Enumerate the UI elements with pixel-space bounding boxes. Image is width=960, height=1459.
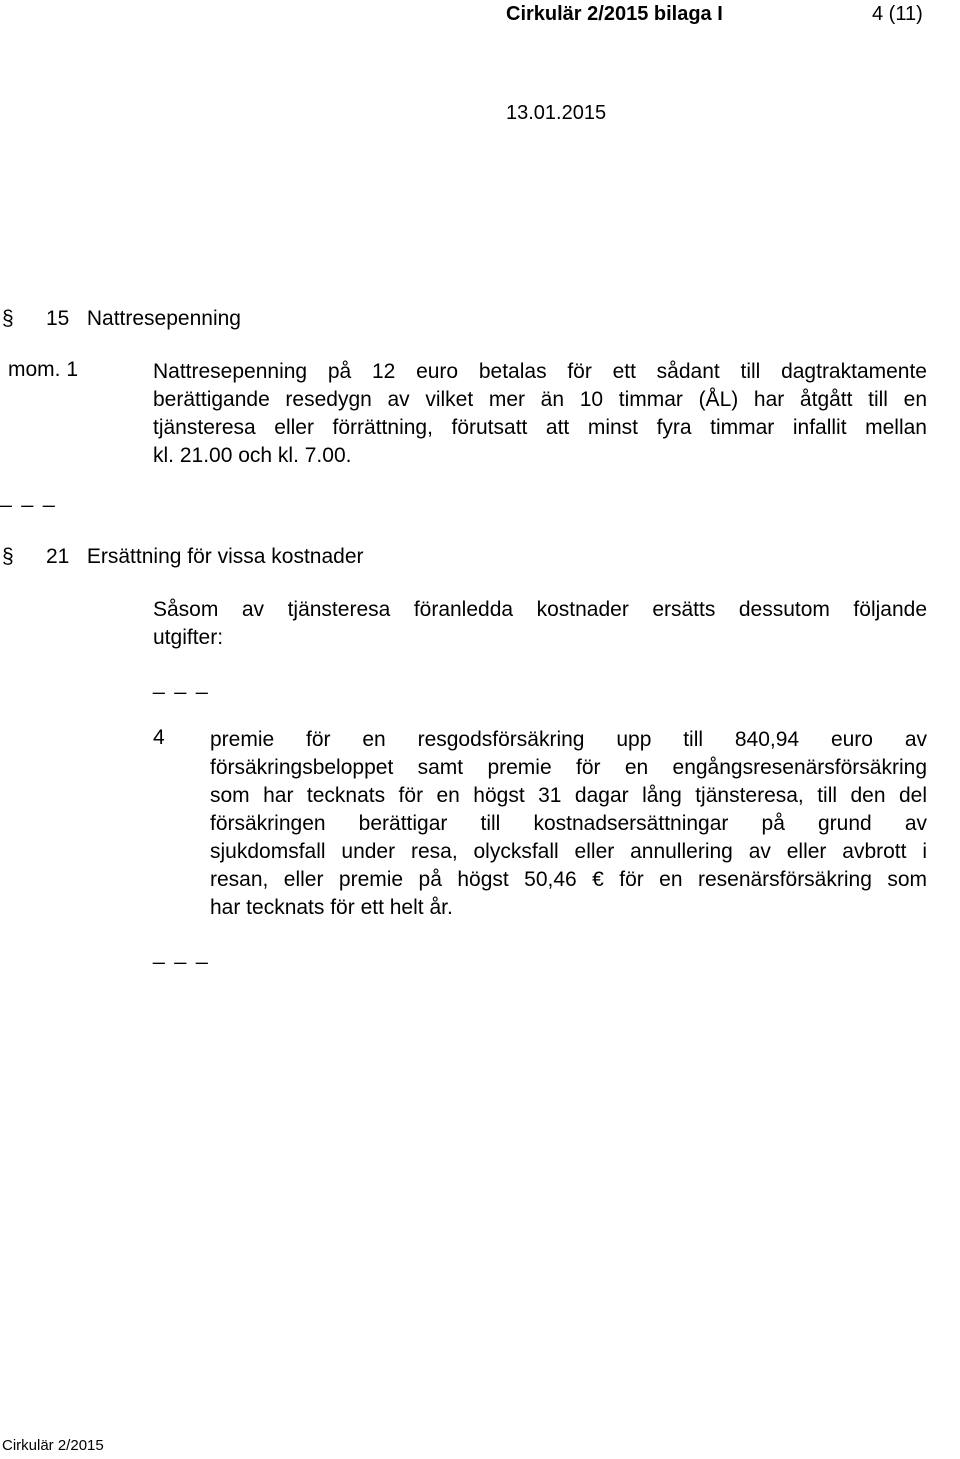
omission-separator: _ _ _ <box>0 485 57 508</box>
paragraph-line: kl. 21.00 och kl. 7.00. <box>153 444 352 467</box>
document-date: 13.01.2015 <box>506 102 607 124</box>
paragraph-line: Nattresepenning på 12 euro betalas för ett sådant till dagtraktamente <box>153 360 927 383</box>
section-title: Ersättning för vissa kostnader <box>86 545 364 568</box>
footer-text: Cirkulär 2/2015 <box>2 1437 104 1454</box>
paragraph-line: som har tecknats för en högst 31 dagar lång tjänsteresa, till den del <box>210 784 927 807</box>
omission-separator: _ _ _ <box>153 672 210 695</box>
paragraph-line: har tecknats för ett helt år. <box>210 896 453 919</box>
omission-separator: _ _ _ <box>153 942 210 965</box>
paragraph-line: utgifter: <box>153 626 224 649</box>
paragraph-line: berättigande resedygn av vilket mer än 10 timmar (ÅL) har åtgått till en <box>153 388 927 411</box>
section-title: Nattresepenning <box>86 307 241 330</box>
mom1-paragraph <box>153 358 927 470</box>
list-item-number: 4 <box>153 726 165 749</box>
document-title: Cirkulär 2/2015 bilaga I <box>506 3 723 25</box>
section-number: 21 <box>46 545 70 568</box>
list-item-text <box>210 726 927 922</box>
section-symbol: § <box>2 307 14 330</box>
section-21-intro <box>153 596 927 652</box>
paragraph-line: resan, eller premie på högst 50,46 € för en resenärsförsäkring som <box>210 868 927 891</box>
paragraph-line: försäkringsbeloppet samt premie för en engångsresenärsförsäkring <box>210 756 927 779</box>
paragraph-line: premie för en resgodsförsäkring upp till 840,94 euro av <box>210 728 927 751</box>
paragraph-line: tjänsteresa eller förrättning, förutsatt att minst fyra timmar infallit mellan <box>153 416 927 439</box>
paragraph-line: försäkringen berättigar till kostnadsersättningar på grund av <box>210 812 927 835</box>
moment-label: mom. 1 <box>8 358 79 381</box>
section-symbol: § <box>2 545 14 568</box>
section-15-heading <box>2 307 241 331</box>
section-number: 15 <box>46 307 70 330</box>
section-21-heading <box>2 545 364 569</box>
paragraph-line: Såsom av tjänsteresa föranledda kostnader ersätts dessutom följande <box>153 598 927 621</box>
page-number: 4 (11) <box>872 3 923 25</box>
paragraph-line: sjukdomsfall under resa, olycksfall eller annullering av eller avbrott i <box>210 840 927 863</box>
